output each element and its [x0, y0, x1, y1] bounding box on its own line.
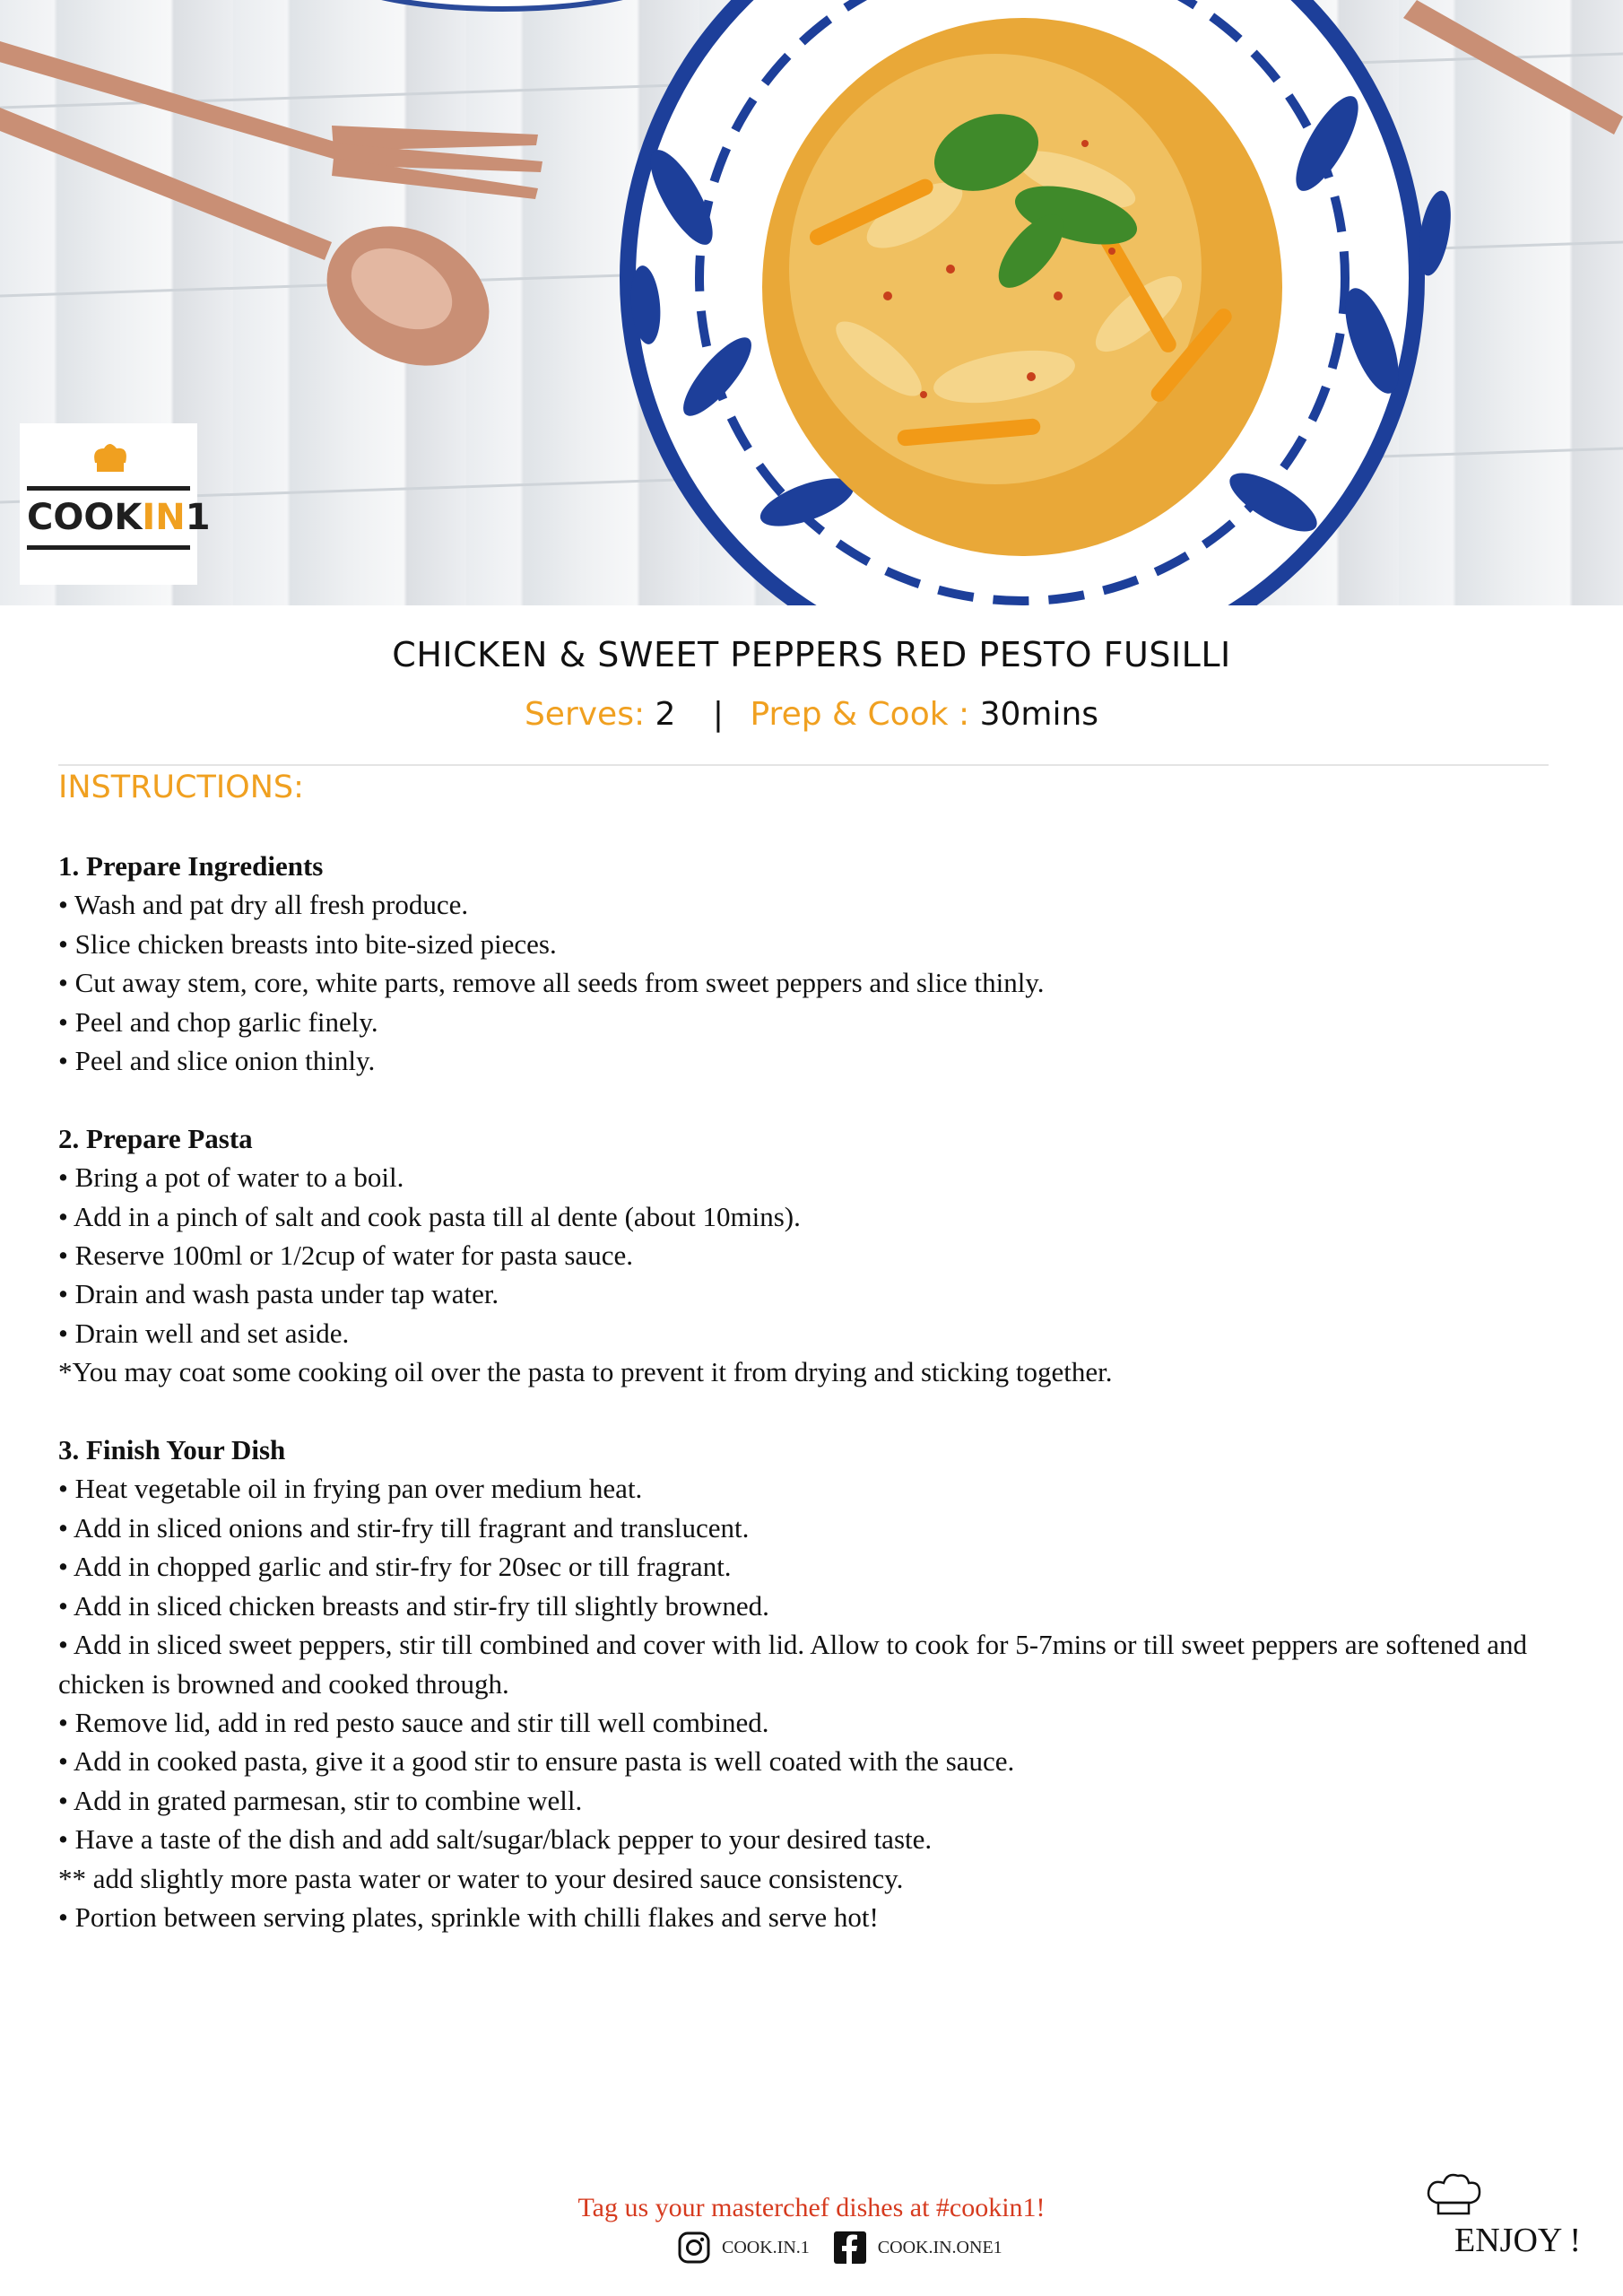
instagram-icon[interactable]: [677, 2231, 711, 2265]
step-line: • Add in cooked pasta, give it a good stir to ensure pasta is well coated with the sauce.: [58, 1745, 1015, 1778]
step-line: • Cut away stem, core, white parts, remove all seeds from sweet peppers and slice thinly.: [58, 967, 1045, 999]
step-line: • Drain well and set aside.: [58, 1317, 350, 1349]
step-line: • Add in grated parmesan, stir to combine well.: [58, 1784, 583, 1816]
time-value: 30mins: [979, 696, 1099, 733]
step-line: • Add in sliced chicken breasts and stir-fry till slightly browned.: [58, 1589, 769, 1622]
time-label: Prep & Cook :: [750, 696, 970, 733]
logo-wordmark: COOKIN1: [27, 497, 211, 538]
instructions-body: [58, 847, 1565, 1936]
pasta-dish-illustration: [0, 0, 1623, 605]
fork-icon: [0, 36, 542, 199]
section-title: 2. Prepare Pasta: [58, 1122, 253, 1154]
facebook-icon[interactable]: [833, 2231, 867, 2265]
step-line: • Wash and pat dry all fresh produce.: [58, 889, 469, 921]
instructions-heading: INSTRUCTIONS:: [58, 770, 304, 805]
step-line: • Add in sliced sweet peppers, stir till combined and cover with lid. Allow to cook for 5-7mins or till sweet peppers are softened and chicken is browned and cooked through.: [58, 1629, 1527, 1700]
step-line: • Portion between serving plates, sprinkle with chilli flakes and serve hot!: [58, 1900, 879, 1933]
serves-label: Serves:: [524, 696, 646, 733]
step-line: • Add in chopped garlic and stir-fry for 20sec or till fragrant.: [58, 1551, 732, 1583]
divider: [58, 764, 1549, 766]
footer-tagline: Tag us your masterchef dishes at #cookin1!: [577, 2193, 1046, 2222]
section-title: 1. Prepare Ingredients: [58, 850, 324, 882]
facebook-handle[interactable]: COOK.IN.ONE1: [877, 2237, 1002, 2257]
instagram-handle[interactable]: COOK.IN.1: [722, 2237, 810, 2257]
step-line: • Remove lid, add in red pesto sauce and stir till well combined.: [58, 1706, 769, 1738]
brand-logo: [20, 423, 211, 585]
recipe-meta: [0, 696, 1623, 733]
spoon-icon: [0, 108, 514, 393]
social-links: [677, 2228, 1026, 2267]
step-line: • Drain and wash pasta under tap water.: [58, 1278, 499, 1310]
step-line: • Add in a pinch of salt and cook pasta till al dente (about 10mins).: [58, 1200, 801, 1232]
recipe-title: CHICKEN & SWEET PEPPERS RED PESTO FUSILLI: [392, 635, 1231, 674]
section-title: 3. Finish Your Dish: [58, 1434, 286, 1466]
plate-icon: [628, 0, 1456, 605]
step-line: • Have a taste of the dish and add salt/sugar/black pepper to your desired taste.: [58, 1823, 933, 1856]
step-line: • Reserve 100ml or 1/2cup of water for pasta sauce.: [58, 1239, 633, 1272]
step-line: • Peel and chop garlic finely.: [58, 1005, 378, 1038]
step-line: • Add in sliced onions and stir-fry till fragrant and translucent.: [58, 1511, 750, 1544]
serves-value: 2: [655, 696, 676, 733]
step-note: *You may coat some cooking oil over the pasta to prevent it from drying and sticking together.: [58, 1356, 1113, 1388]
step-note: ** add slightly more pasta water or water to your desired sauce consistency.: [58, 1862, 904, 1894]
hero-photo: [0, 0, 1623, 605]
step-line: • Bring a pot of water to a boil.: [58, 1161, 404, 1194]
step-line: • Peel and slice onion thinly.: [58, 1045, 376, 1077]
meta-separator: |: [712, 696, 725, 733]
enjoy-text: ENJOY !: [1454, 2222, 1582, 2259]
step-line: • Heat vegetable oil in frying pan over medium heat.: [58, 1473, 643, 1505]
step-line: • Slice chicken breasts into bite-sized pieces.: [58, 927, 557, 960]
